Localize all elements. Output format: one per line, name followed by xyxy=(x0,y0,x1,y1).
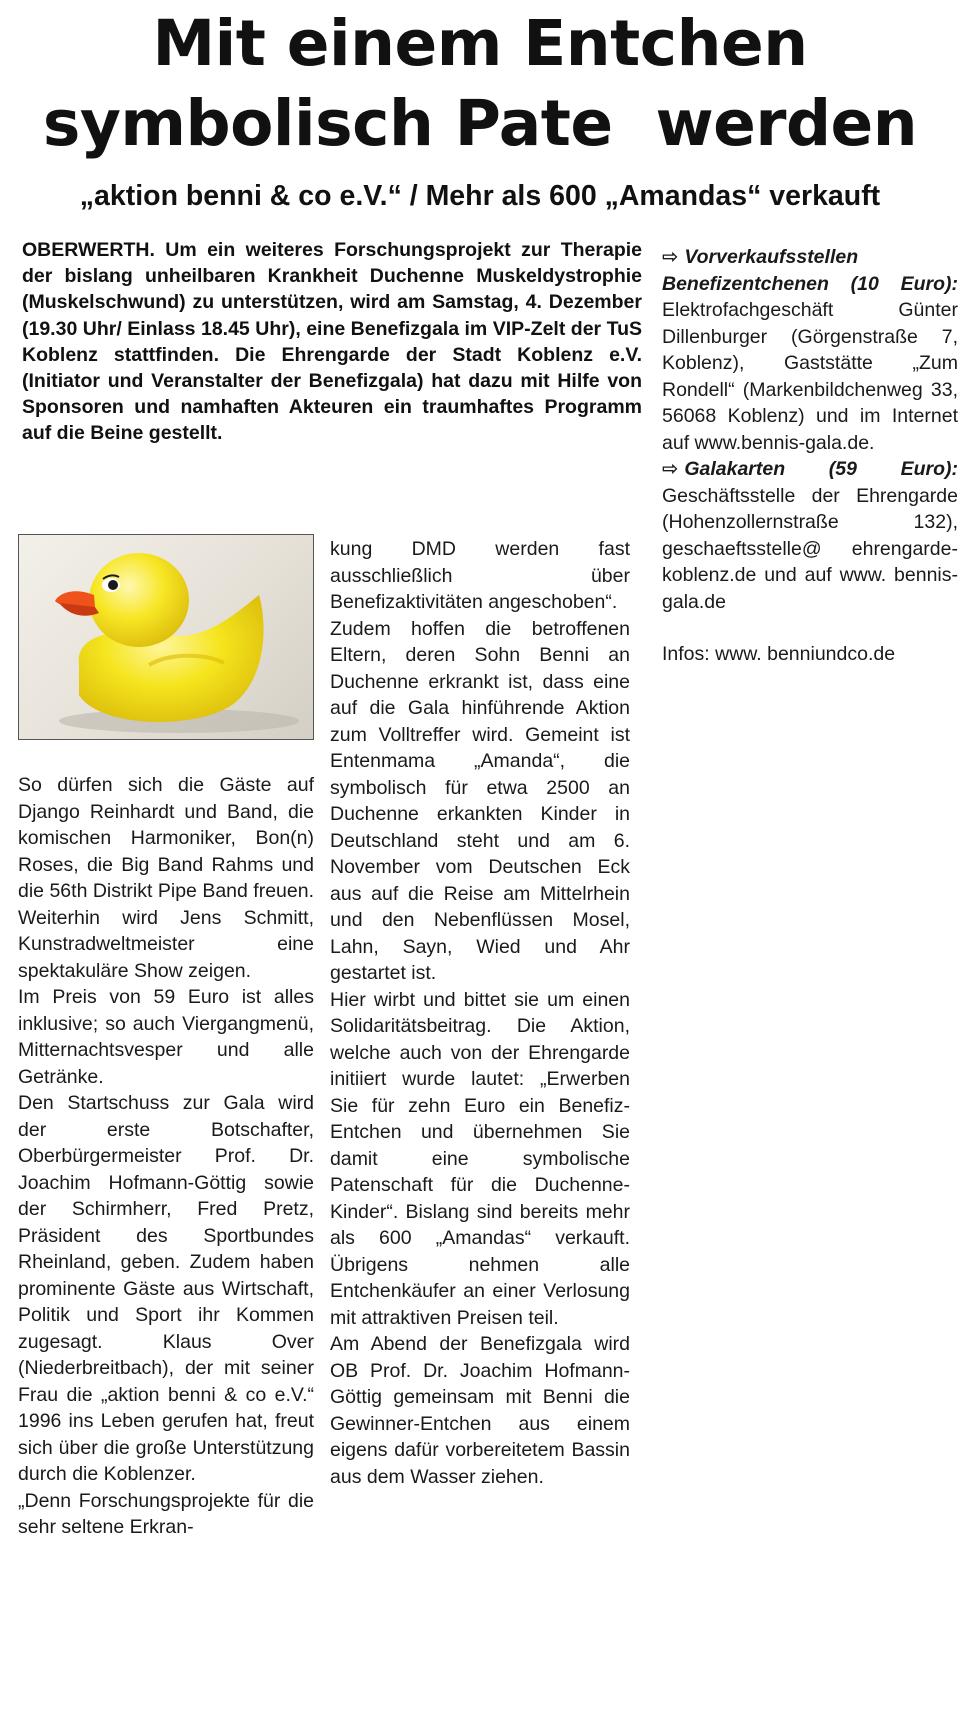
headline-line-1: Mit einem Entchen xyxy=(152,7,808,80)
infos-line: Infos: www. benniundco.de xyxy=(662,643,896,665)
column-1-paragraph: So dürfen sich die Gäste auf Django Reinhardt und Band, die komischen Harmoniker, Bon(n) Roses, die Big Band Rahms und die 56th Distrikt Pipe Band freuen. Weiterhin wird Jens Schmitt, Kunstradweltmeister eine spektakuläre Show zeigen. xyxy=(18,774,314,982)
presale-text: Elektrofachgeschäft Günter Dillenburger (Görgenstraße 7, Koblenz), Gaststätte „Zum Rondell“ (Markenbildchenweg 33, 56068 Koblenz) und im Internet auf www.bennis-gala.de. xyxy=(662,299,958,454)
presale-block xyxy=(662,244,958,456)
column-3-infobox xyxy=(662,244,958,668)
gala-tickets-text: Geschäftsstelle der Ehrengarde (Hohenzollernstraße 132), geschaeftsstelle@ ehrengarde-koblenz.de und auf www. bennis-gala.de xyxy=(662,484,958,613)
column-1-paragraph: Den Startschuss zur Gala wird der erste Botschafter, Oberbürgermeister Prof. Dr. Joachim Hofmann-Göttig sowie der Schirmherr, Fred Pretz, Präsident des Sportbundes Rheinland, geben. Zudem haben prominente Gäste aus Wirtschaft, Politik und Sport ihr Kommen zugesagt. Klaus Over (Niederbreitbach), der mit seiner Frau die „aktion benni & co e.V.“ 1996 ins Leben gerufen hat, freut sich über die große Unterstützung durch die Koblenzer. xyxy=(18,1092,314,1485)
lead-paragraph: OBERWERTH. Um ein weiteres Forschungsprojekt zur Therapie der bislang unheilbaren Krankheit Duchenne Muskeldystrophie (Muskelschwund) zu unterstützen, wird am Samstag, 4. Dezember (19.30 Uhr/ Einlass 18.45 Uhr), eine Benefizgala im VIP-Zelt der TuS Koblenz stattfinden. Die Ehrengarde der Stadt Koblenz e.V. (Initiator und Veranstalter der Benefizgala) hat dazu mit Hilfe von Sponsoren und namhaften Akteuren ein traumhaftes Programm auf die Beine gestellt. xyxy=(22,239,642,445)
column-2-paragraph: kung DMD werden fast ausschließlich über Benefizaktivitäten angeschoben“. xyxy=(330,538,630,613)
duck-photo xyxy=(18,534,314,740)
gala-tickets-heading: Galakarten (59 Euro): xyxy=(684,458,958,480)
right-arrow-icon: ⇨ xyxy=(662,458,679,480)
column-2-paragraph: Zudem hoffen die betroffenen Eltern, deren Sohn Benni an Duchenne erkrankt ist, dass eine auf die Gala hinführende Aktion zum Volltreffer wird. Gemeint ist Entenmama „Amanda“, die symbolisch für etwa 2500 an Duchenne erkankten Kinder in Deutschland steht und am 6. November vom Deutschen Eck aus auf die Reise am Mittelrhein und den Nebenflüssen Mosel, Lahn, Sayn, Wied und Ahr gestartet ist. xyxy=(330,617,630,984)
presale-heading: Vorverkaufsstellen Benefizentchenen (10 Euro): xyxy=(662,246,958,295)
column-1-paragraph: Im Preis von 59 Euro ist alles inklusive; so auch Viergangmenü, Mitternachtsvesper und alle Getränke. xyxy=(18,986,314,1088)
column-2-paragraph: Hier wirbt und bittet sie um einen Solidaritätsbeitrag. Die Aktion, welche auch von der Ehrengarde initiiert wurde lautet: „Erwerben Sie für zehn Euro ein Benefiz-Entchen und übernehmen Sie damit eine symbolische Patenschaft für die Duchenne-Kinder“. Bislang sind bereits mehr als 600 „Amandas“ verkauft. Übrigens nehmen alle Entchenkäufer an einer Verlosung mit attraktiven Preisen teil. xyxy=(330,988,630,1329)
subheadline: „aktion benni & co e.V.“ / Mehr als 600 „Amandas“ verkauft xyxy=(79,180,881,212)
column-2-paragraph: Am Abend der Benefizgala wird OB Prof. Dr. Joachim Hofmann-Göttig gemeinsam mit Benni die Gewinner-Entchen aus einem eigens dafür vorbereitetem Bassin aus dem Wasser ziehen. xyxy=(330,1333,630,1488)
headline-line-2: symbolisch Pate werden xyxy=(42,87,918,160)
headline xyxy=(0,4,960,164)
column-2 xyxy=(330,536,630,1490)
column-1-paragraph: „Denn Forschungsprojekte für die sehr seltene Erkran- xyxy=(18,1489,314,1538)
rubber-duck-icon xyxy=(19,535,312,738)
right-arrow-icon: ⇨ xyxy=(662,246,679,268)
gala-tickets-block xyxy=(662,456,958,615)
column-1 xyxy=(18,772,314,1541)
